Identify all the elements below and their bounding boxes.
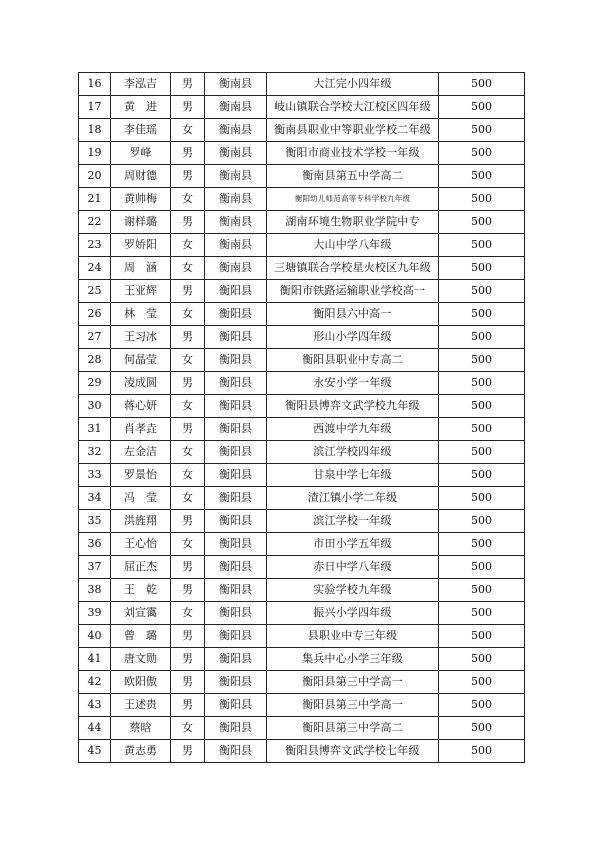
cell-school-grade: 滨江学校一年级 <box>267 510 439 533</box>
cell-amount: 500 <box>439 510 525 533</box>
cell-county: 衡南县 <box>205 234 267 257</box>
table-row <box>79 142 525 165</box>
cell-county: 衡南县 <box>205 257 267 280</box>
cell-gender: 女 <box>171 234 205 257</box>
table-row <box>79 349 525 372</box>
cell-name: 何晶莹 <box>111 349 171 372</box>
cell-school-grade: 衡阳县六中高一 <box>267 303 439 326</box>
table-row <box>79 441 525 464</box>
cell-school-grade: 甘泉中学七年级 <box>267 464 439 487</box>
cell-gender: 男 <box>171 671 205 694</box>
cell-amount: 500 <box>439 73 525 96</box>
cell-name: 王心怡 <box>111 533 171 556</box>
cell-gender: 男 <box>171 418 205 441</box>
cell-amount: 500 <box>439 349 525 372</box>
table-row <box>79 556 525 579</box>
cell-school-grade: 市田小学五年级 <box>267 533 439 556</box>
cell-name: 冯 莹 <box>111 487 171 510</box>
table-row <box>79 119 525 142</box>
cell-county: 衡阳县 <box>205 326 267 349</box>
cell-number: 16 <box>79 73 111 96</box>
cell-school-grade: 大江完小四年级 <box>267 73 439 96</box>
table-row <box>79 648 525 671</box>
cell-county: 衡阳县 <box>205 579 267 602</box>
cell-name: 左金洁 <box>111 441 171 464</box>
cell-county: 衡南县 <box>205 165 267 188</box>
cell-number: 32 <box>79 441 111 464</box>
table-row <box>79 303 525 326</box>
cell-number: 34 <box>79 487 111 510</box>
cell-school-grade: 衡阳市商业技术学校一年级 <box>267 142 439 165</box>
cell-gender: 女 <box>171 257 205 280</box>
cell-name: 黄 进 <box>111 96 171 119</box>
cell-school-grade: 三塘镇联合学校星火校区九年级 <box>267 257 439 280</box>
table-row <box>79 625 525 648</box>
cell-amount: 500 <box>439 533 525 556</box>
table-row <box>79 326 525 349</box>
cell-school-grade: 衡阳县博弈文武学校九年级 <box>267 395 439 418</box>
cell-name: 刘宣霭 <box>111 602 171 625</box>
cell-gender: 男 <box>171 96 205 119</box>
cell-number: 37 <box>79 556 111 579</box>
table-row <box>79 717 525 740</box>
cell-name: 王述贵 <box>111 694 171 717</box>
cell-number: 42 <box>79 671 111 694</box>
cell-gender: 男 <box>171 211 205 234</box>
cell-name: 王习冰 <box>111 326 171 349</box>
cell-number: 43 <box>79 694 111 717</box>
cell-amount: 500 <box>439 625 525 648</box>
cell-school-grade: 赤日中学八年级 <box>267 556 439 579</box>
cell-amount: 500 <box>439 671 525 694</box>
cell-amount: 500 <box>439 142 525 165</box>
cell-amount: 500 <box>439 740 525 763</box>
cell-amount: 500 <box>439 303 525 326</box>
cell-name: 洪旌翔 <box>111 510 171 533</box>
cell-gender: 男 <box>171 740 205 763</box>
table-row <box>79 510 525 533</box>
cell-county: 衡阳县 <box>205 556 267 579</box>
cell-amount: 500 <box>439 234 525 257</box>
cell-gender: 男 <box>171 579 205 602</box>
cell-county: 衡阳县 <box>205 395 267 418</box>
cell-county: 衡南县 <box>205 211 267 234</box>
cell-name: 欧阳傲 <box>111 671 171 694</box>
cell-school-grade: 振兴小学四年级 <box>267 602 439 625</box>
cell-gender: 女 <box>171 487 205 510</box>
cell-school-grade: 西渡中学九年级 <box>267 418 439 441</box>
cell-number: 23 <box>79 234 111 257</box>
cell-county: 衡南县 <box>205 73 267 96</box>
cell-gender: 女 <box>171 303 205 326</box>
cell-name: 李泓吉 <box>111 73 171 96</box>
cell-number: 30 <box>79 395 111 418</box>
cell-school-grade: 衡阳县第三中学高一 <box>267 694 439 717</box>
cell-name: 周财德 <box>111 165 171 188</box>
cell-county: 衡阳县 <box>205 303 267 326</box>
cell-county: 衡阳县 <box>205 510 267 533</box>
cell-county: 衡阳县 <box>205 717 267 740</box>
cell-name: 林 莹 <box>111 303 171 326</box>
cell-name: 周 涵 <box>111 257 171 280</box>
cell-amount: 500 <box>439 579 525 602</box>
cell-name: 王 乾 <box>111 579 171 602</box>
cell-gender: 男 <box>171 625 205 648</box>
table-row <box>79 372 525 395</box>
cell-name: 蔡晗 <box>111 717 171 740</box>
table-row <box>79 234 525 257</box>
table-row <box>79 694 525 717</box>
cell-school-grade: 渣江镇小学二年级 <box>267 487 439 510</box>
cell-gender: 男 <box>171 694 205 717</box>
table-row <box>79 464 525 487</box>
cell-gender: 男 <box>171 556 205 579</box>
cell-gender: 男 <box>171 280 205 303</box>
cell-amount: 500 <box>439 326 525 349</box>
table-row <box>79 579 525 602</box>
cell-number: 26 <box>79 303 111 326</box>
cell-gender: 男 <box>171 142 205 165</box>
cell-gender: 女 <box>171 602 205 625</box>
cell-amount: 500 <box>439 395 525 418</box>
cell-school-grade: 湖南环境生物职业学院中专 <box>267 211 439 234</box>
cell-number: 22 <box>79 211 111 234</box>
cell-gender: 男 <box>171 73 205 96</box>
cell-gender: 女 <box>171 717 205 740</box>
cell-name: 黄志勇 <box>111 740 171 763</box>
cell-school-grade: 衡南县第五中学高二 <box>267 165 439 188</box>
cell-number: 44 <box>79 717 111 740</box>
cell-number: 17 <box>79 96 111 119</box>
cell-county: 衡南县 <box>205 188 267 211</box>
cell-number: 31 <box>79 418 111 441</box>
cell-name: 凌成圆 <box>111 372 171 395</box>
cell-county: 衡阳县 <box>205 602 267 625</box>
cell-name: 罗娇阳 <box>111 234 171 257</box>
cell-number: 40 <box>79 625 111 648</box>
cell-county: 衡阳县 <box>205 740 267 763</box>
cell-amount: 500 <box>439 96 525 119</box>
cell-school-grade: 形山小学四年级 <box>267 326 439 349</box>
cell-county: 衡阳县 <box>205 487 267 510</box>
cell-amount: 500 <box>439 648 525 671</box>
cell-county: 衡阳县 <box>205 625 267 648</box>
table-row <box>79 671 525 694</box>
table-row <box>79 533 525 556</box>
cell-gender: 女 <box>171 464 205 487</box>
table-row <box>79 487 525 510</box>
cell-county: 衡阳县 <box>205 671 267 694</box>
cell-number: 35 <box>79 510 111 533</box>
cell-number: 20 <box>79 165 111 188</box>
cell-school-grade: 永安小学一年级 <box>267 372 439 395</box>
cell-school-grade: 滨江学校四年级 <box>267 441 439 464</box>
cell-name: 李佳瑶 <box>111 119 171 142</box>
cell-number: 18 <box>79 119 111 142</box>
table-row <box>79 395 525 418</box>
table-row <box>79 740 525 763</box>
cell-county: 衡阳县 <box>205 418 267 441</box>
cell-school-grade: 衡南县职业中等职业学校二年级 <box>267 119 439 142</box>
cell-name: 屈正杰 <box>111 556 171 579</box>
cell-amount: 500 <box>439 119 525 142</box>
cell-name: 曾 璐 <box>111 625 171 648</box>
cell-school-grade: 衡阳县第三中学高一 <box>267 671 439 694</box>
cell-county: 衡阳县 <box>205 533 267 556</box>
cell-county: 衡阳县 <box>205 441 267 464</box>
cell-amount: 500 <box>439 257 525 280</box>
cell-number: 45 <box>79 740 111 763</box>
cell-number: 28 <box>79 349 111 372</box>
cell-gender: 男 <box>171 648 205 671</box>
cell-county: 衡阳县 <box>205 349 267 372</box>
cell-name: 谢样璐 <box>111 211 171 234</box>
cell-county: 衡阳县 <box>205 694 267 717</box>
cell-name: 黄帅梅 <box>111 188 171 211</box>
cell-school-grade: 衡阳县职业中专高二 <box>267 349 439 372</box>
cell-number: 21 <box>79 188 111 211</box>
table-row <box>79 188 525 211</box>
cell-gender: 男 <box>171 326 205 349</box>
cell-number: 19 <box>79 142 111 165</box>
cell-school-grade: 衡阳幼儿师范高等专科学校九年级 <box>267 188 439 211</box>
cell-gender: 女 <box>171 349 205 372</box>
cell-number: 38 <box>79 579 111 602</box>
cell-county: 衡阳县 <box>205 464 267 487</box>
cell-number: 36 <box>79 533 111 556</box>
cell-gender: 女 <box>171 395 205 418</box>
cell-name: 王亚辉 <box>111 280 171 303</box>
cell-name: 罗景怡 <box>111 464 171 487</box>
cell-school-grade: 衡阳县博弈文武学校七年级 <box>267 740 439 763</box>
cell-county: 衡南县 <box>205 142 267 165</box>
cell-school-grade: 衡阳市铁路运输职业学校高一 <box>267 280 439 303</box>
cell-number: 25 <box>79 280 111 303</box>
table-row <box>79 73 525 96</box>
cell-school-grade: 岐山镇联合学校大江校区四年级 <box>267 96 439 119</box>
cell-name: 肖孝垚 <box>111 418 171 441</box>
cell-amount: 500 <box>439 464 525 487</box>
cell-amount: 500 <box>439 717 525 740</box>
cell-number: 41 <box>79 648 111 671</box>
table-row <box>79 280 525 303</box>
cell-number: 29 <box>79 372 111 395</box>
cell-name: 蒋心妍 <box>111 395 171 418</box>
cell-school-grade: 县职业中专三年级 <box>267 625 439 648</box>
table-row <box>79 165 525 188</box>
cell-amount: 500 <box>439 487 525 510</box>
cell-county: 衡阳县 <box>205 280 267 303</box>
cell-county: 衡南县 <box>205 119 267 142</box>
cell-name: 唐文勋 <box>111 648 171 671</box>
cell-county: 衡南县 <box>205 96 267 119</box>
table-row <box>79 418 525 441</box>
cell-amount: 500 <box>439 694 525 717</box>
cell-school-grade: 集兵中心小学三年级 <box>267 648 439 671</box>
table-row <box>79 96 525 119</box>
cell-gender: 女 <box>171 533 205 556</box>
cell-amount: 500 <box>439 165 525 188</box>
cell-amount: 500 <box>439 280 525 303</box>
table-row <box>79 211 525 234</box>
cell-gender: 男 <box>171 510 205 533</box>
cell-amount: 500 <box>439 188 525 211</box>
cell-school-grade: 实验学校九年级 <box>267 579 439 602</box>
cell-gender: 女 <box>171 188 205 211</box>
cell-gender: 女 <box>171 119 205 142</box>
cell-number: 27 <box>79 326 111 349</box>
student-aid-table <box>78 72 525 763</box>
cell-county: 衡阳县 <box>205 648 267 671</box>
cell-name: 罗峰 <box>111 142 171 165</box>
cell-gender: 男 <box>171 165 205 188</box>
cell-amount: 500 <box>439 556 525 579</box>
cell-amount: 500 <box>439 372 525 395</box>
table-row <box>79 602 525 625</box>
cell-amount: 500 <box>439 211 525 234</box>
cell-county: 衡阳县 <box>205 372 267 395</box>
cell-number: 33 <box>79 464 111 487</box>
cell-amount: 500 <box>439 602 525 625</box>
cell-gender: 男 <box>171 372 205 395</box>
cell-gender: 女 <box>171 441 205 464</box>
table-body <box>79 73 525 763</box>
cell-school-grade: 大山中学八年级 <box>267 234 439 257</box>
table-row <box>79 257 525 280</box>
cell-amount: 500 <box>439 418 525 441</box>
cell-number: 24 <box>79 257 111 280</box>
cell-school-grade: 衡阳县第三中学高二 <box>267 717 439 740</box>
cell-number: 39 <box>79 602 111 625</box>
cell-amount: 500 <box>439 441 525 464</box>
